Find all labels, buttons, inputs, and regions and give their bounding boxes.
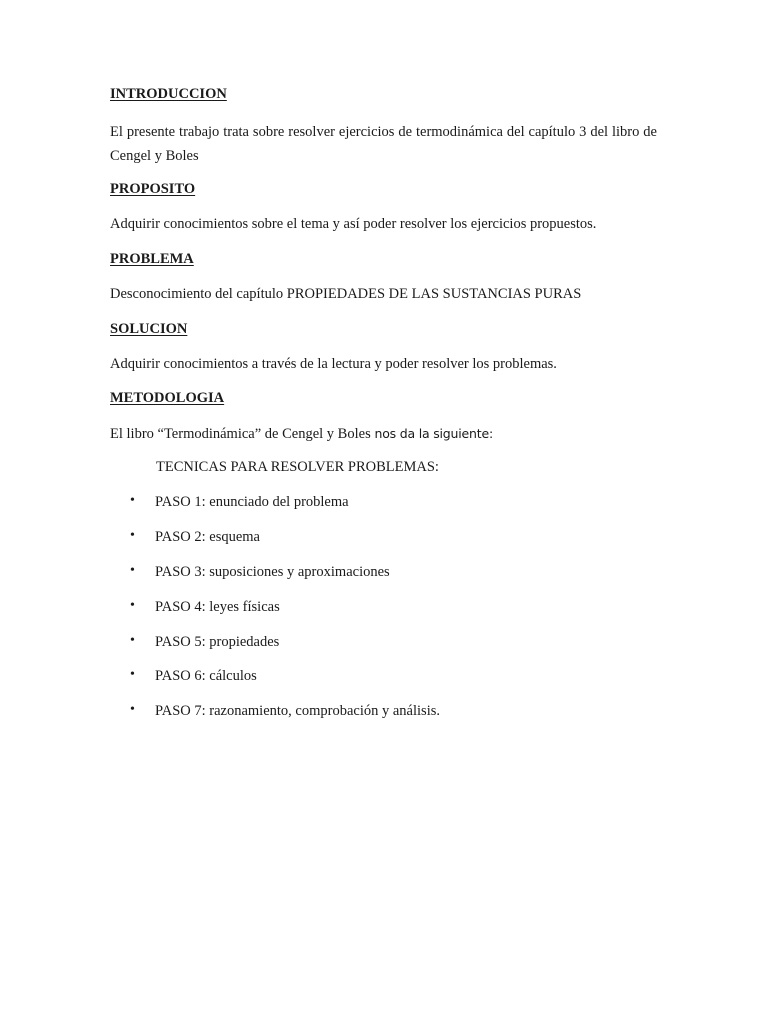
section-body-proposito: Adquirir conocimientos sobre el tema y así poder resolver los ejercicios propuestos. (110, 216, 597, 232)
section-body-solucion: Adquirir conocimientos a través de la lectura y poder resolver los problemas. (110, 356, 557, 372)
metodologia-lead-text: El libro “Termodinámica” de Cengel y Boles (110, 426, 371, 442)
step-text: PASO 2: esquema (155, 529, 260, 545)
bullet-icon: • (130, 702, 135, 717)
section-heading-introduccion: INTRODUCCION (110, 86, 227, 102)
section-heading-problema: PROBLEMA (110, 251, 194, 267)
step-text: PASO 7: razonamiento, comprobación y análisis. (155, 703, 440, 719)
step-text: PASO 3: suposiciones y aproximaciones (155, 564, 390, 580)
bullet-icon: • (130, 493, 135, 508)
metodologia-tail-text: nos da la siguiente: (370, 426, 493, 441)
techniques-title: TECNICAS PARA RESOLVER PROBLEMAS: (156, 459, 439, 475)
bullet-icon: • (130, 598, 135, 613)
step-text: PASO 4: leyes físicas (155, 599, 280, 615)
section-body-metodologia (110, 423, 657, 445)
bullet-icon: • (130, 563, 135, 578)
step-text: PASO 1: enunciado del problema (155, 494, 349, 510)
section-heading-proposito: PROPOSITO (110, 181, 196, 197)
step-text: PASO 6: cálculos (155, 668, 257, 684)
section-heading-metodologia: METODOLOGIA (110, 390, 225, 406)
section-heading-solucion: SOLUCION (110, 321, 188, 337)
section-body-problema: Desconocimiento del capítulo PROPIEDADES DE LAS SUSTANCIAS PURAS (110, 286, 582, 302)
section-body-introduccion: El presente trabajo trata sobre resolver ejercicios de termodinámica del capítulo 3 del libro de Cengel y Boles (110, 124, 657, 164)
bullet-icon: • (130, 667, 135, 682)
step-text: PASO 5: propiedades (155, 634, 280, 650)
bullet-icon: • (130, 633, 135, 648)
bullet-icon: • (130, 528, 135, 543)
